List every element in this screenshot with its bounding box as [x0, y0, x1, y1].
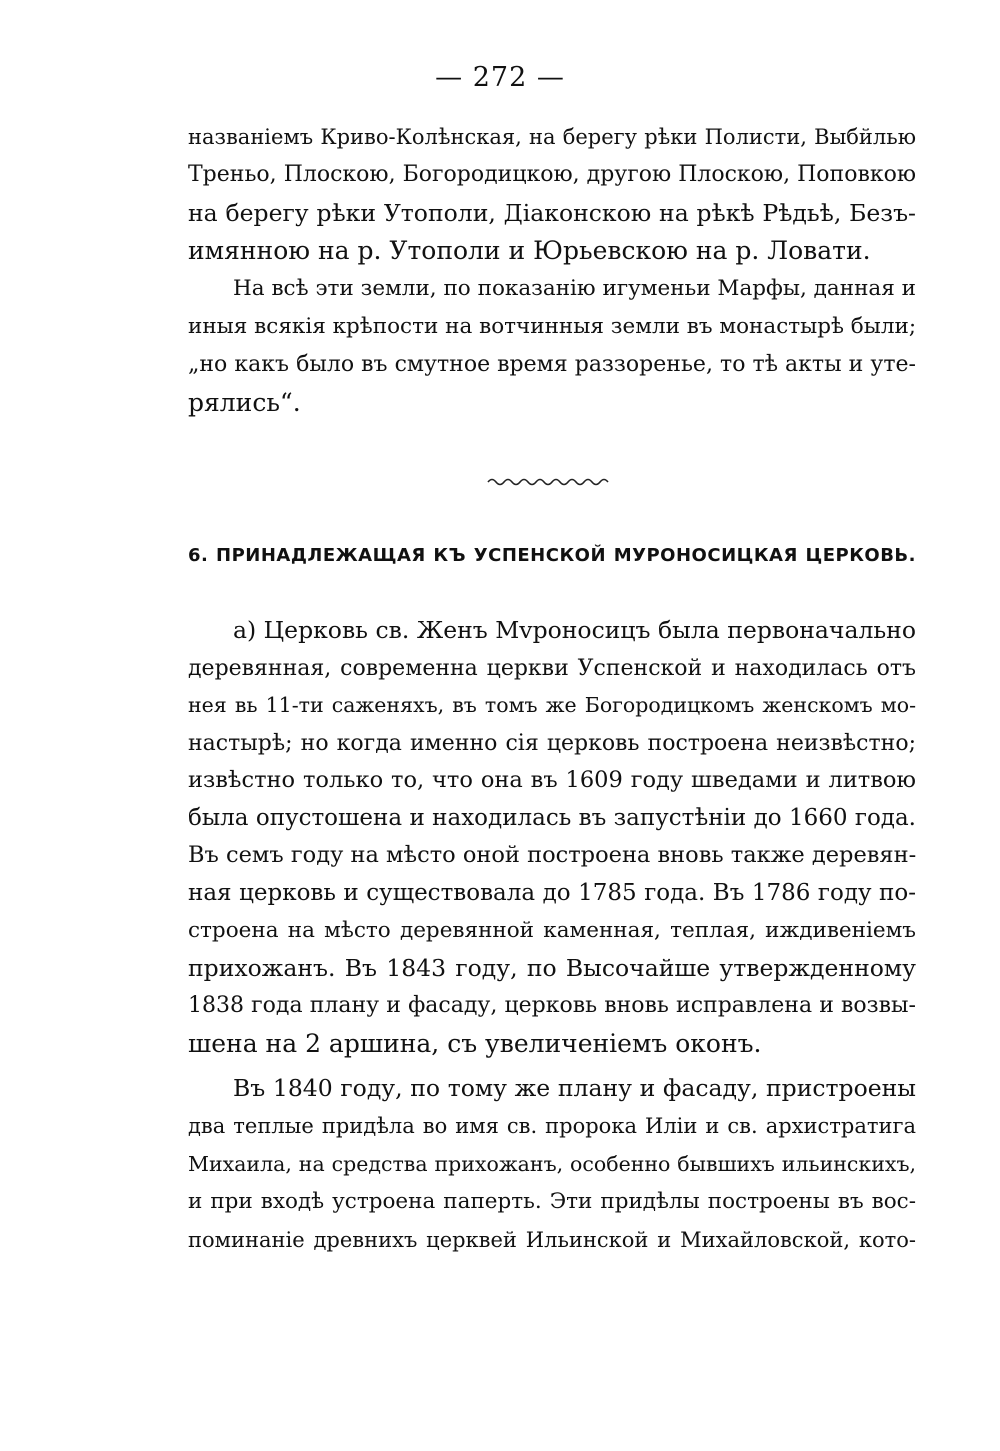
page-number: — 272 —: [435, 62, 565, 93]
text-line: Въ семъ году на мѣсто оной построена вновь также деревян-: [188, 842, 917, 868]
text-line: настырѣ; но когда именно сія церковь построена неизвѣстно;: [188, 730, 916, 756]
text-line: и при входѣ устроена паперть. Эти придѣлы построены въ вос-: [188, 1189, 916, 1214]
text-line: два теплые придѣла во имя св. пророка Иліи и св. архистратига: [188, 1114, 916, 1138]
text-line: шена на 2 аршина, съ увеличеніемъ оконъ.: [188, 1028, 762, 1058]
text-line: прихожанъ. Въ 1843 году, по Высочайше утвержденному: [188, 953, 916, 982]
text-line: на берегу рѣки Утополи, Діаконскою на рѣкѣ Рѣдьѣ, Безъ-: [188, 199, 916, 227]
text-line: строена на мѣсто деревянной каменная, теплая, иждивеніемъ: [188, 918, 916, 943]
text-line: Въ 1840 году, по тому же плану и фасаду, пристроены: [233, 1074, 916, 1102]
text-line: иныя всякія крѣпости на вотчинныя земли въ монастырѣ были;: [188, 314, 917, 339]
paragraph-1840: [188, 1069, 916, 1259]
text-line: На всѣ эти земли, по показанію игуменьи Марфы, данная и: [233, 276, 916, 301]
text-line: имянною на р. Утополи и Юрьевскою на р. Ловати.: [188, 236, 871, 265]
wavy-divider-ornament: [0, 470, 1000, 494]
text-line: деревянная, современна церкви Успенской и находилась отъ: [188, 655, 916, 681]
text-line: ная церковь и существовала до 1785 года. Въ 1786 году по-: [188, 879, 916, 906]
paragraph-continued: [188, 118, 916, 422]
paragraph-a: [188, 612, 916, 1062]
section-heading: 6. ПРИНАДЛЕЖАЩАЯ КЪ УСПЕНСКОЙ МУРОНОСИЦКАЯ ЦЕРКОВЬ.: [188, 545, 916, 566]
text-line: 1838 года плану и фасаду, церковь вновь исправлена и возвы-: [188, 993, 916, 1018]
text-line: извѣстно только то, что она въ 1609 году шведами и литвою: [188, 767, 916, 793]
text-line: была опустошена и находилась въ запустѣніи до 1660 года.: [188, 804, 916, 831]
text-line: названіемъ Криво-Колѣнская, на берегу рѣки Полисти, Выбйлью: [188, 125, 916, 149]
text-line: а) Церковь св. Женъ Мvроносицъ была первоначально: [233, 616, 916, 644]
text-line: Треньо, Плоскою, Богородицкою, другою Плоскою, Поповкою: [188, 162, 916, 187]
text-line: поминаніе древнихъ церквей Ильинской и Михайловской, кото-: [188, 1228, 916, 1252]
text-line: нея вь 11-ти саженяхъ, въ томъ же Богородицкомъ женскомъ мо-: [188, 693, 916, 717]
text-line: Михаила, на средства прихожанъ, особенно бывшихъ ильинскихъ,: [188, 1152, 916, 1176]
text-line: рялись“.: [188, 388, 301, 417]
text-line: „но какъ было въ смутное время раззоренье, то тѣ акты и уте-: [188, 352, 916, 377]
